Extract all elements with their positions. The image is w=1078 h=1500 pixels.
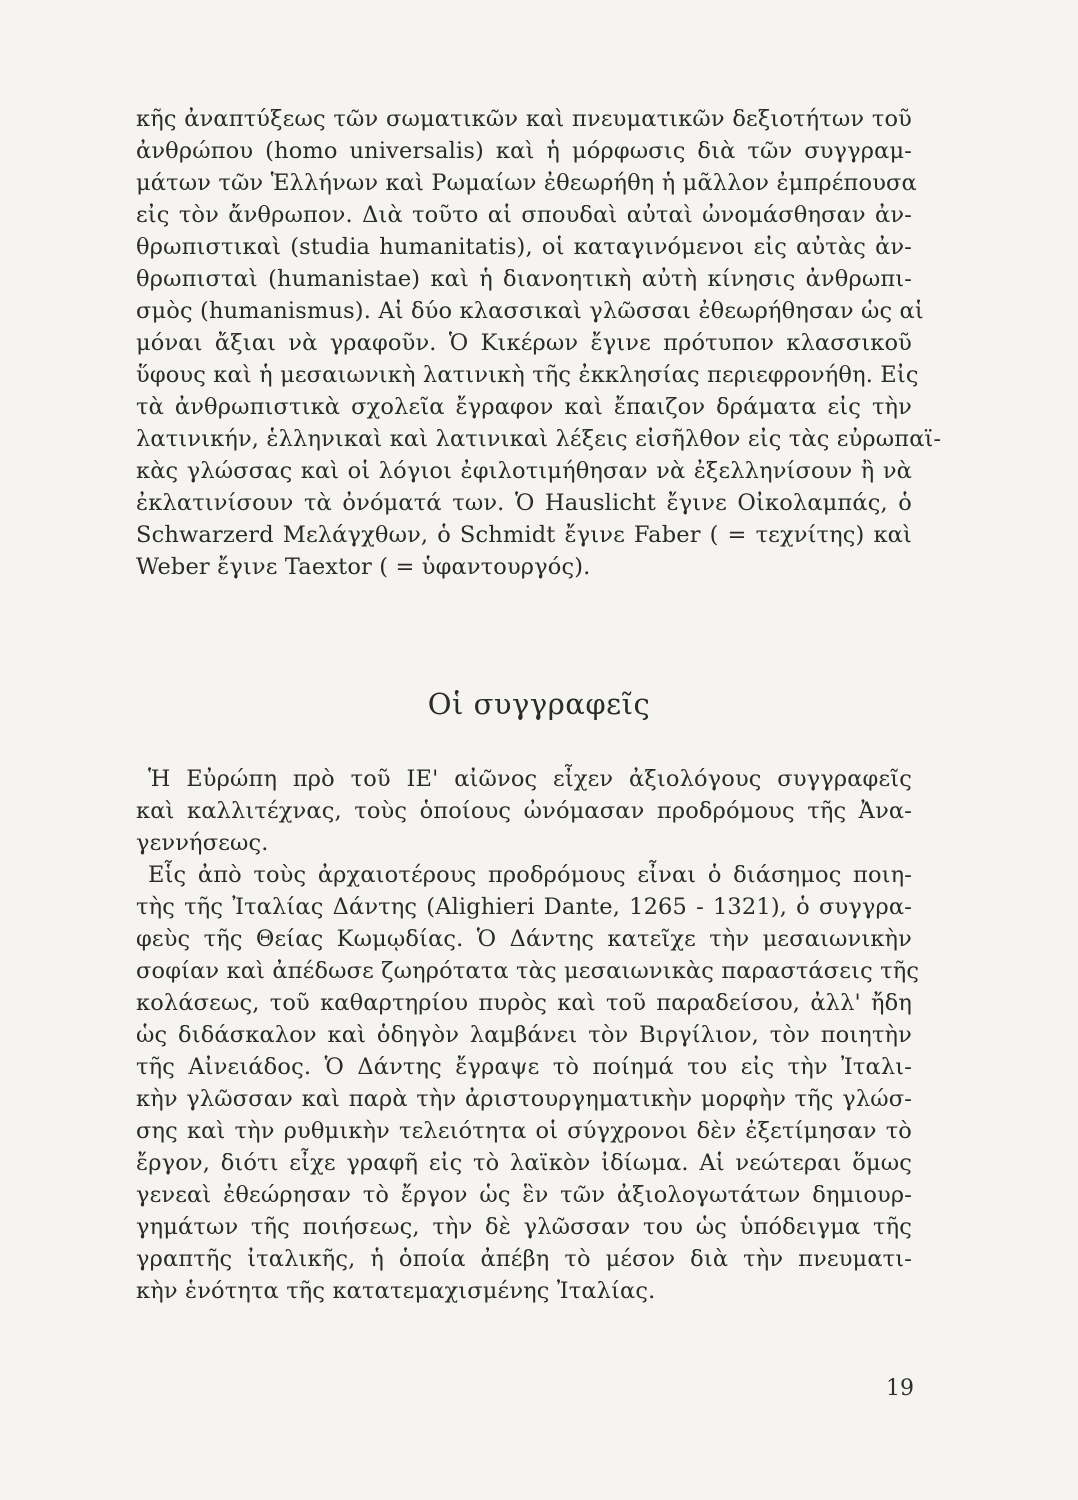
text-line: γεννήσεως. [136,830,269,856]
text-line: Ἡ Εὐρώπη πρὸ τοῦ ΙΕ' αἰῶνος εἶχεν ἀξιολόγους συγγραφεῖς [148,766,912,792]
text-line: φεὺς τῆς Θείας Κωμῳδίας. Ὁ Δάντης κατεῖχε τὴν μεσαιωνικὴν [136,926,912,952]
text-line: σης καὶ τὴν ρυθμικὴν τελειότητα οἱ σύγχρονοι δὲν ἐξετίμησαν τὸ [136,1118,912,1144]
text-line: τῆς Αἰνειάδος. Ὁ Δάντης ἔγραψε τὸ ποίημά του εἰς τὴν Ἰταλι- [136,1054,912,1080]
text-line: μάτων τῶν Ἑλλήνων καὶ Ρωμαίων ἐθεωρήθη ἡ μᾶλλον ἐμπρέπουσα [136,170,917,196]
text-line: Weber ἔγινε Taextor ( = ὑφαντουργός). [136,554,591,580]
text-line: σοφίαν καὶ ἀπέδωσε ζωηρότατα τὰς μεσαιωνικὰς παραστάσεις τῆς [136,958,920,984]
text-line: σμὸς (humanismus). Αἱ δύο κλασσικαὶ γλῶσσαι ἐθεωρήθησαν ὡς αἱ [136,298,924,324]
section-body [136,763,920,1307]
text-line: ὕφους καὶ ἡ μεσαιωνικὴ λατινικὴ τῆς ἐκκλησίας περιεφρονήθη. Εἰς [136,362,919,388]
page-number: 19 [886,1376,914,1401]
text-line: κὴν ἑνότητα τῆς κατατεμαχισμένης Ἰταλίας. [136,1278,656,1304]
text-line: ἀνθρώπου (homo universalis) καὶ ἡ μόρφωσις διὰ τῶν συγγραμ- [136,138,912,164]
paragraph-humanism [136,103,942,583]
text-line: τὴς τῆς Ἰταλίας Δάντης (Alighieri Dante, 1265 - 1321), ὁ συγγρα- [136,894,912,920]
text-line: κὰς γλώσσας καὶ οἱ λόγιοι ἐφιλοτιμήθησαν νὰ ἐξελληνίσουν ἢ νὰ [136,458,912,484]
text-line: καὶ καλλιτέχνας, τοὺς ὁποίους ὠνόμασαν προδρόμους τῆς Ἀνα- [136,798,912,824]
text-line: ὡς διδάσκαλον καὶ ὁδηγὸν λαμβάνει τὸν Βιργίλιον, τὸν ποιητὴν [136,1022,912,1048]
text-line: θρωπισταὶ (humanistae) καὶ ἡ διανοητικὴ αὐτὴ κίνησις ἀνθρωπι- [136,266,912,292]
text-line: Schwarzerd Μελάγχθων, ὁ Schmidt ἔγινε Faber ( = τεχνίτης) καὶ [136,522,912,548]
text-line: γενεαὶ ἐθεώρησαν τὸ ἔργον ὡς ἓν τῶν ἀξιολογωτάτων δημιουρ- [136,1182,912,1208]
section-heading: Οἱ συγγραφεῖς [427,687,651,721]
paragraph-forerunners [136,763,912,859]
text-line: κολάσεως, τοῦ καθαρτηρίου πυρὸς καὶ τοῦ παραδείσου, ἀλλ' ἤδη [136,990,912,1016]
text-line: ἔργον, διότι εἶχε γραφῆ εἰς τὸ λαϊκὸν ἰδίωμα. Αἱ νεώτεραι ὅμως [136,1150,912,1176]
paragraph-dante [136,859,920,1307]
text-line: κῆς ἀναπτύξεως τῶν σωματικῶν καὶ πνευματικῶν δεξιοτήτων τοῦ [136,106,912,132]
text-line: ἐκλατινίσουν τὰ ὀνόματά των. Ὁ Hauslicht ἔγινε Οἰκολαμπάς, ὁ [136,490,912,516]
text-line: γημάτων τῆς ποιήσεως, τὴν δὲ γλῶσσαν του ὡς ὑπόδειγμα τῆς [136,1214,912,1240]
text-line: εἰς τὸν ἄνθρωπον. Διὰ τοῦτο αἱ σπουδαὶ αὐταὶ ὠνομάσθησαν ἀν- [136,202,912,228]
text-line: Εἷς ἀπὸ τοὺς ἀρχαιοτέρους προδρόμους εἶναι ὁ διάσημος ποιη- [148,862,912,888]
text-line: λατινικήν, ἑλληνικαὶ καὶ λατινικαὶ λέξεις εἰσῆλθον εἰς τὰς εὐρωπαϊ- [136,426,942,452]
text-line: γραπτῆς ἰταλικῆς, ἡ ὁποία ἀπέβη τὸ μέσον διὰ τὴν πνευματι- [136,1246,912,1272]
text-line: κὴν γλῶσσαν καὶ παρὰ τὴν ἀριστουργηματικὴν μορφὴν τῆς γλώσ- [136,1086,912,1112]
text-line: τὰ ἀνθρωπιστικὰ σχολεῖα ἔγραφον καὶ ἔπαιζον δράματα εἰς τὴν [136,394,912,420]
text-line: θρωπιστικαὶ (studia humanitatis), οἱ καταγινόμενοι εἰς αὐτὰς ἀν- [136,234,912,260]
text-line: μόναι ἄξιαι νὰ γραφοῦν. Ὁ Κικέρων ἔγινε πρότυπον κλασσικοῦ [136,330,912,356]
